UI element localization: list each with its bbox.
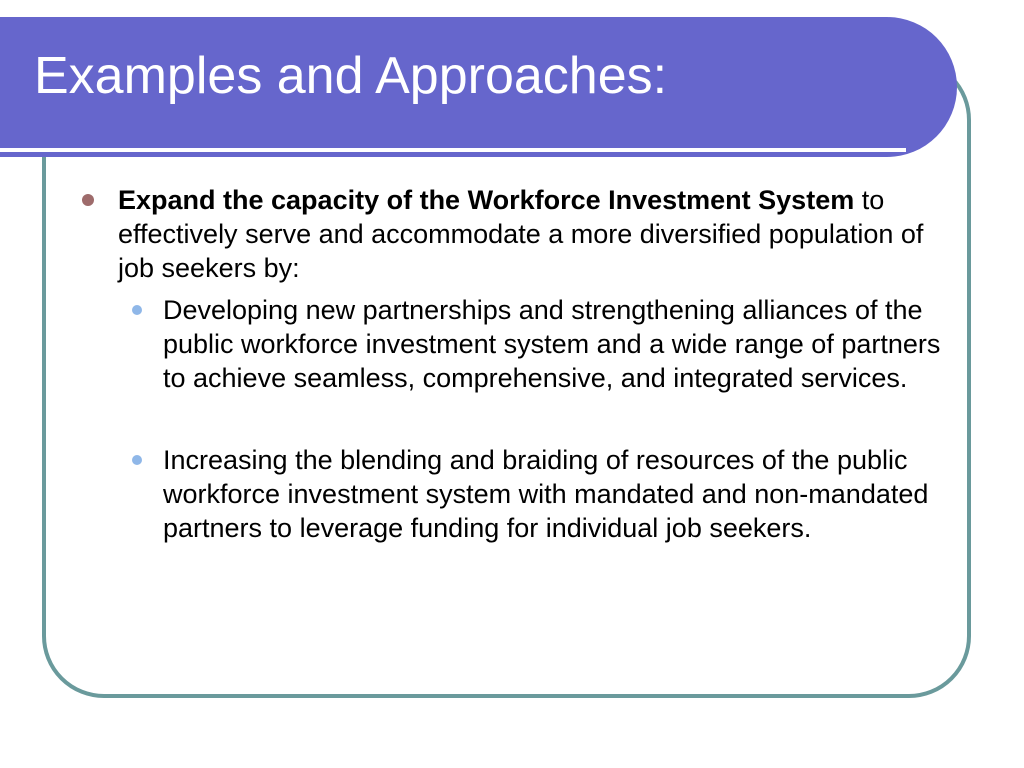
main-bullet	[82, 183, 952, 285]
sub-bullet-dot-icon	[132, 455, 142, 465]
sub-bullet-dot-icon	[132, 305, 142, 315]
bullet-dot-icon	[82, 194, 94, 206]
main-bullet-text: to effectively serve and accommodate a more diversified population of job seekers by:	[118, 185, 924, 283]
sub-bullet-text: Increasing the blending and braiding of resources of the public workforce investment system with mandated and non-mandated partners to leverage funding for individual job seekers.	[163, 445, 929, 543]
sub-bullet	[82, 443, 952, 545]
title-underline	[0, 148, 906, 152]
slide-title: Examples and Approaches:	[34, 47, 668, 105]
sub-bullet-text: Developing new partnerships and strengthening alliances of the public workforce investment system and a wide range of partners to achieve seamless, comprehensive, and integrated services.	[163, 295, 941, 393]
slide-body	[82, 183, 952, 545]
sub-bullet-list	[82, 293, 952, 545]
main-bullet-bold-text: Expand the capacity of the Workforce Investment System	[118, 185, 855, 215]
sub-bullet	[82, 293, 952, 395]
